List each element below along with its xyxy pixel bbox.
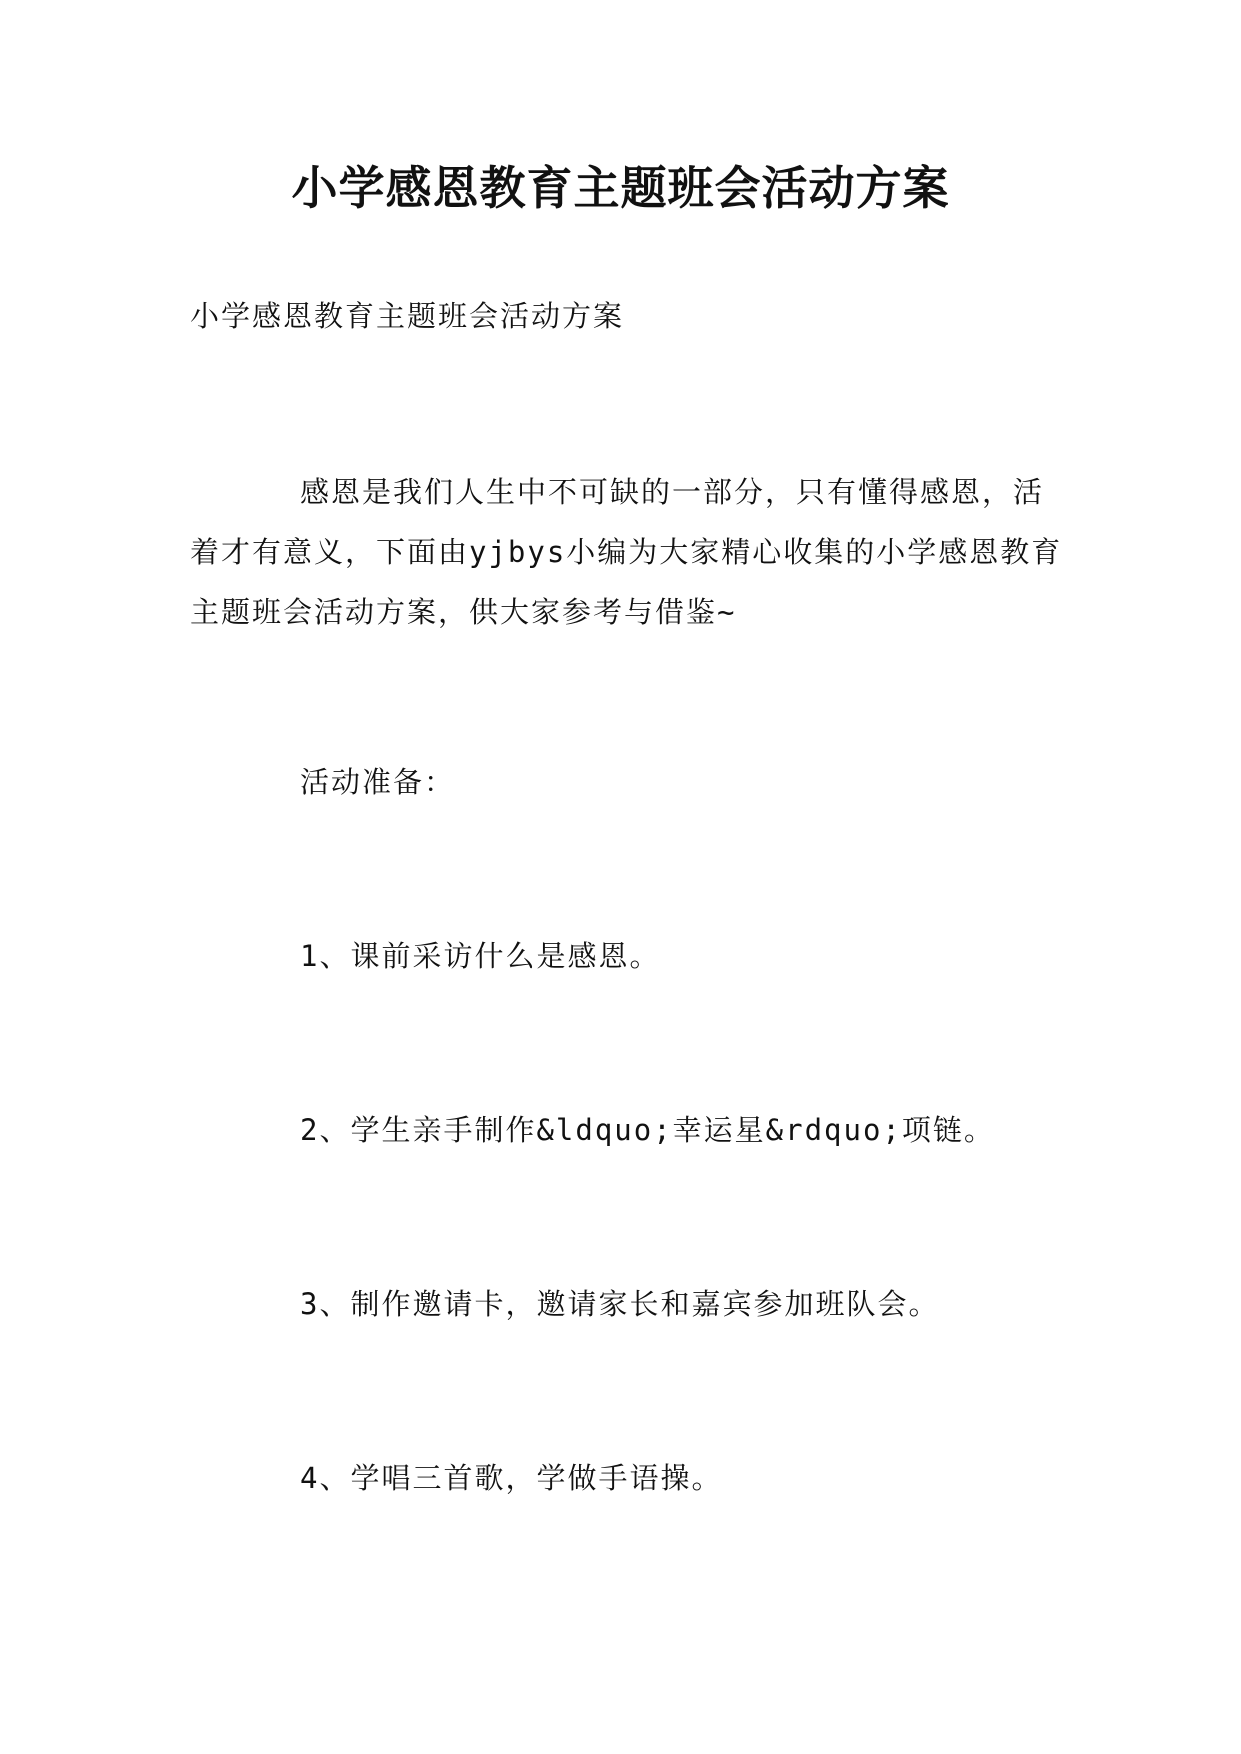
- prep-heading: 活动准备：: [300, 765, 456, 799]
- list-item: 3、制作邀请卡，邀请家长和嘉宾参加班队会。: [300, 1287, 940, 1321]
- list-item: 2、学生亲手制作&ldquo;幸运星&rdquo;项链。: [300, 1113, 995, 1147]
- list-item: 1、课前采访什么是感恩。: [300, 939, 661, 973]
- document-title: 小学感恩教育主题班会活动方案: [291, 161, 950, 215]
- list-item: 4、学唱三首歌，学做手语操。: [300, 1461, 723, 1495]
- intro-paragraph: 感恩是我们人生中不可缺的一部分，只有懂得感恩，活着才有意义，下面由yjbys小编为大家精心收集的小学感恩教育主题班会活动方案，供大家参考与借鉴~: [190, 475, 1063, 629]
- document-subtitle: 小学感恩教育主题班会活动方案: [190, 299, 625, 333]
